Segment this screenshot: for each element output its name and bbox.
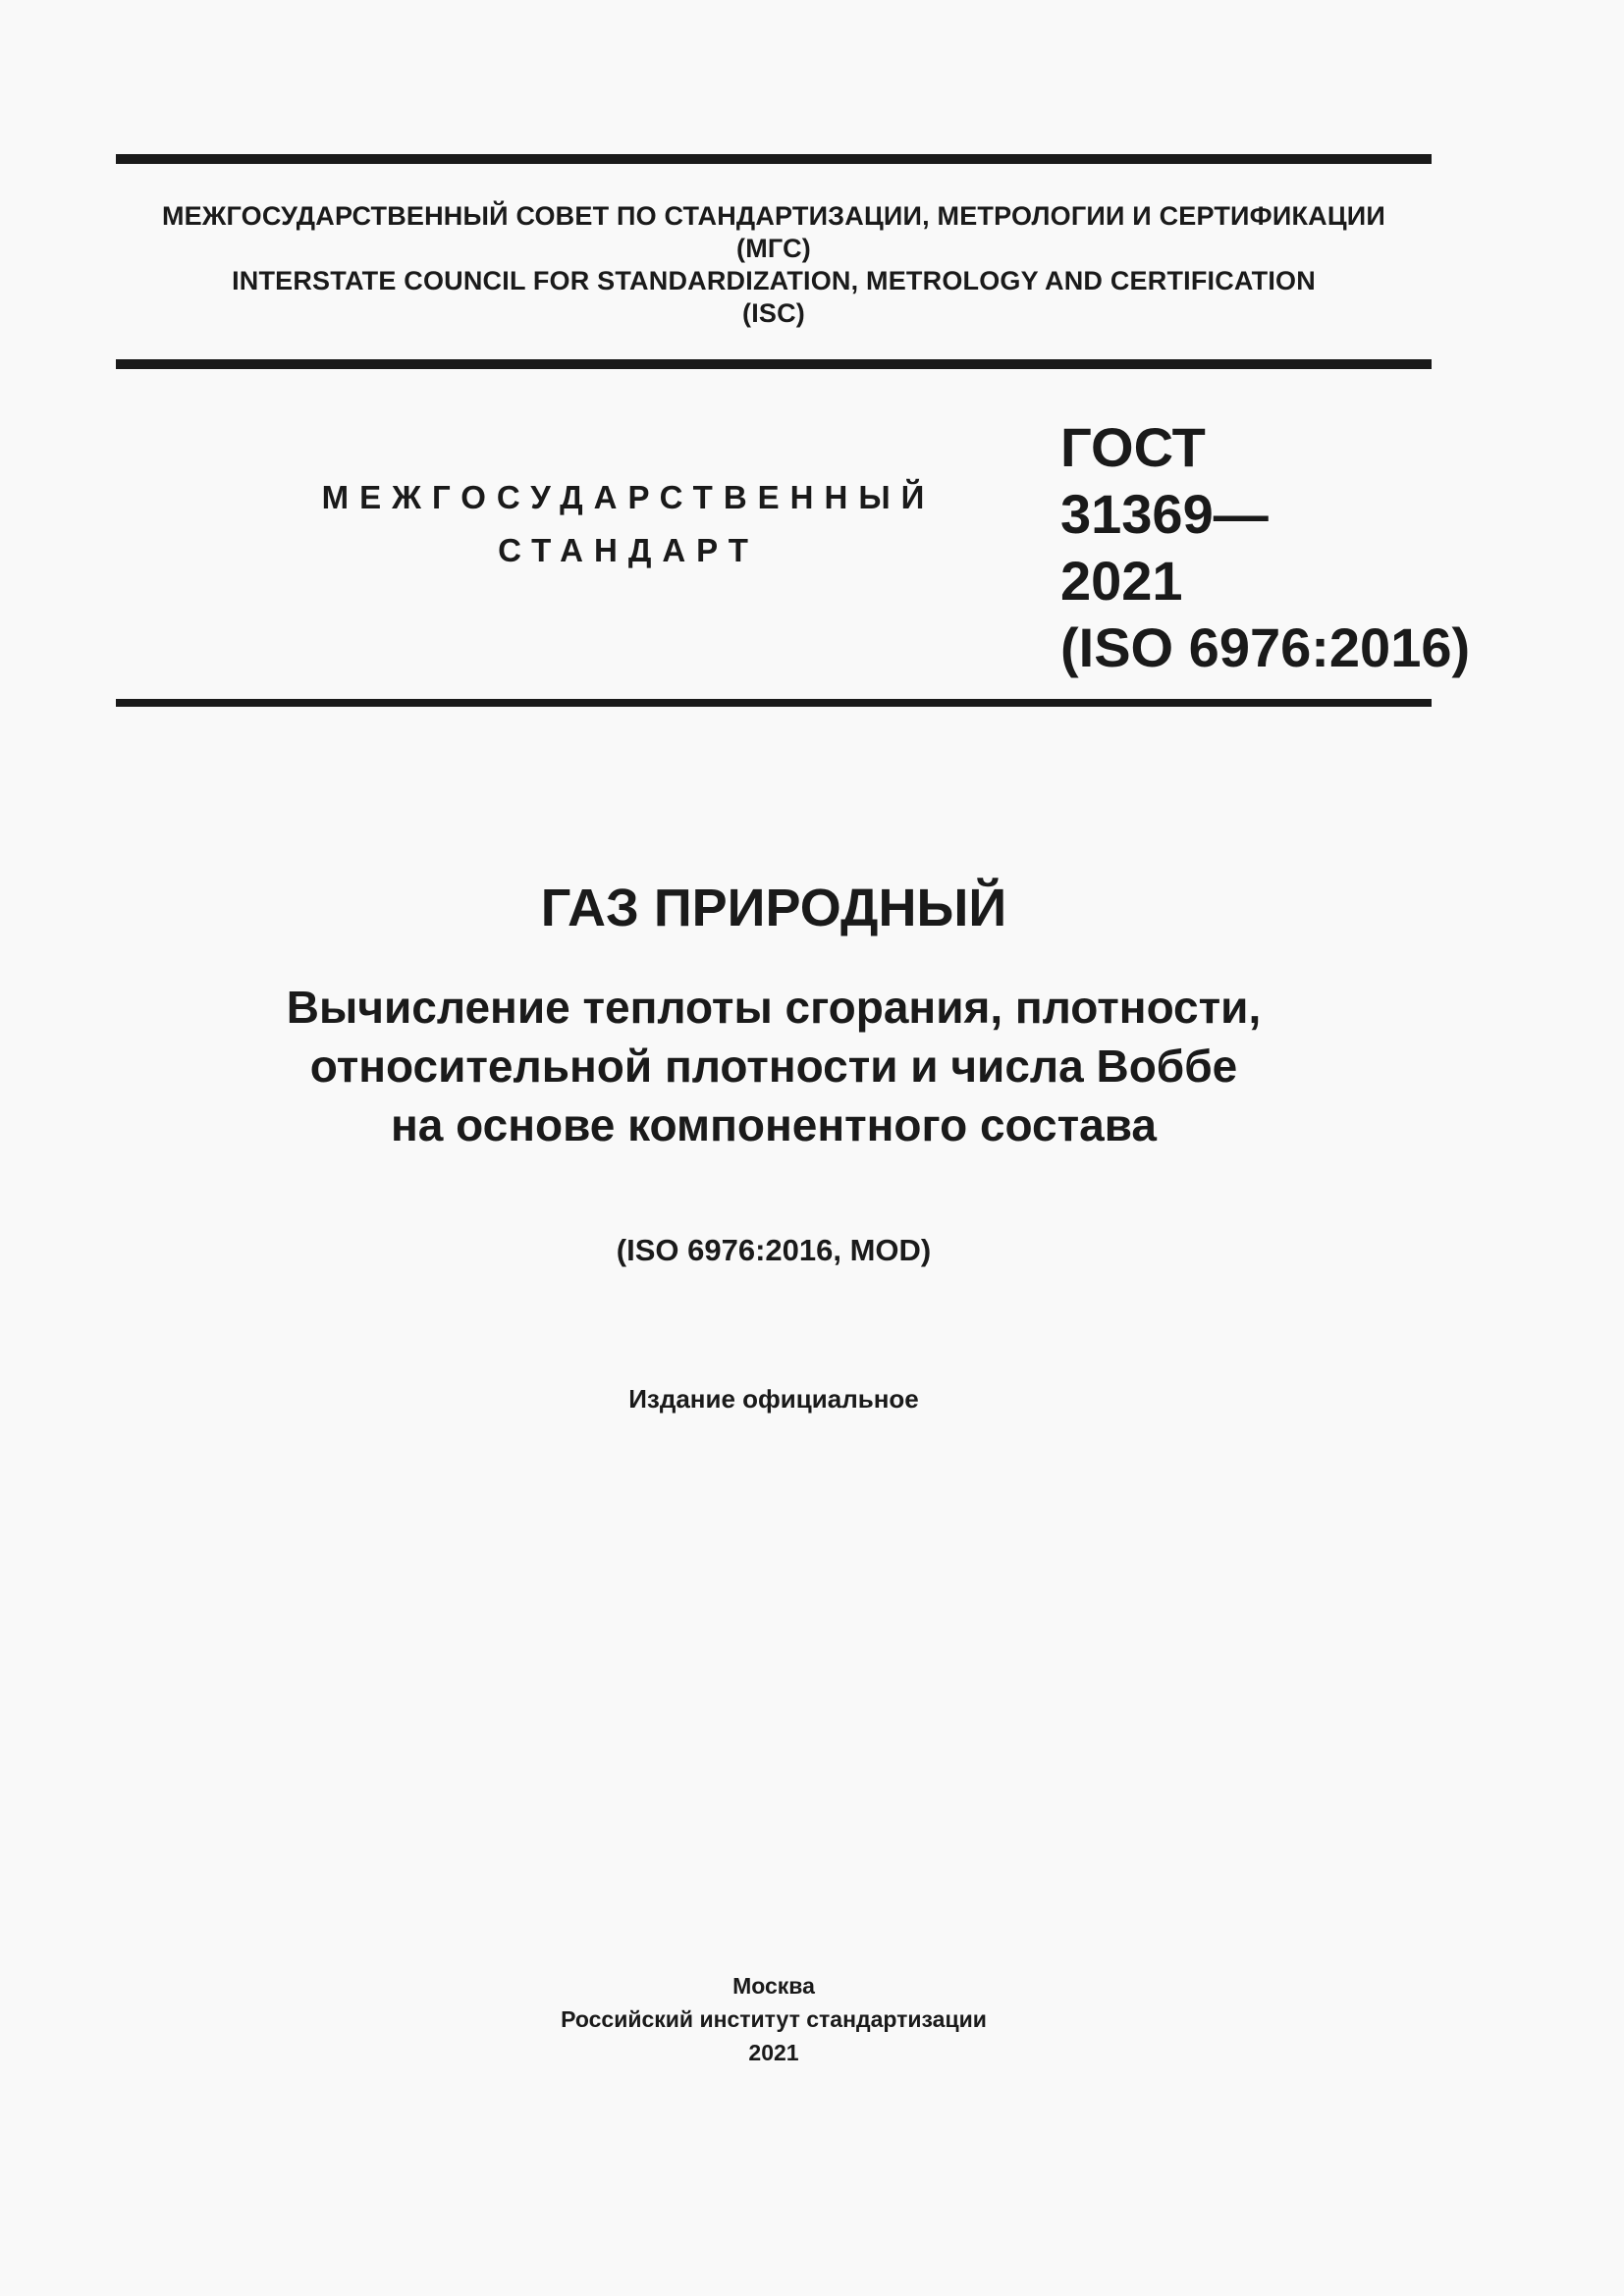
council-abbr-en: (ISC) <box>742 298 805 328</box>
edition-label: Издание официальное <box>628 1384 919 1414</box>
imprint-publisher: Российский институт стандартизации <box>561 2006 987 2032</box>
imprint <box>116 1969 1432 2069</box>
subtitle-line-3: на основе компонентного состава <box>391 1099 1157 1150</box>
subtitle-line-2: относительной плотности и числа Воббе <box>309 1041 1238 1092</box>
council-header <box>116 200 1432 330</box>
standard-type <box>285 471 972 577</box>
standard-type-line-2: СТАНДАРТ <box>498 532 759 568</box>
designation-line-3: 2021 <box>1060 550 1183 612</box>
document-subtitle <box>116 978 1432 1154</box>
designation-line-4: (ISO 6976:2016) <box>1060 616 1471 678</box>
bottom-rule <box>116 699 1432 707</box>
imprint-city: Москва <box>732 1973 815 1999</box>
council-abbr-ru: (МГС) <box>736 234 811 263</box>
standard-designation <box>1060 414 1470 681</box>
imprint-year: 2021 <box>748 2040 799 2065</box>
council-name-en: INTERSTATE COUNCIL FOR STANDARDIZATION, METROLOGY AND CERTIFICATION <box>232 266 1316 295</box>
designation-line-1: ГОСТ <box>1060 416 1206 478</box>
subtitle-line-1: Вычисление теплоты сгорания, плотности, <box>286 982 1262 1033</box>
designation-line-2: 31369— <box>1060 483 1269 545</box>
council-name-ru: МЕЖГОСУДАРСТВЕННЫЙ СОВЕТ ПО СТАНДАРТИЗАЦИИ, МЕТРОЛОГИИ И СЕРТИФИКАЦИИ <box>161 201 1386 231</box>
standard-type-line-1: МЕЖГОСУДАРСТВЕННЫЙ <box>321 479 936 515</box>
middle-rule <box>116 359 1432 369</box>
iso-reference: (ISO 6976:2016, MOD) <box>616 1233 932 1267</box>
document-title: ГАЗ ПРИРОДНЫЙ <box>540 879 1007 937</box>
top-rule <box>116 154 1432 164</box>
